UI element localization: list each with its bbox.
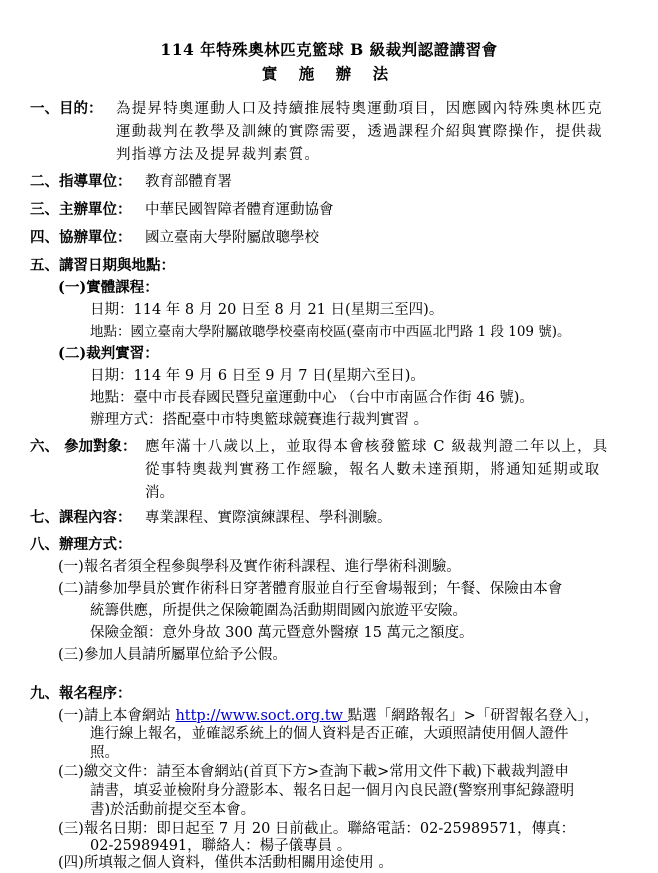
registration-item-1-prefix: (一)請上本會網站 xyxy=(58,708,176,724)
registration-item: 進行線上報名，並確認系統上的個人資料是否正確，大頭照請使用個人證件 xyxy=(90,726,569,742)
section-co-organizer-label: 四、協辦單位： xyxy=(30,229,132,246)
method-item: 保險金額：意外身故 300 萬元暨意外醫療 15 萬元之額度。 xyxy=(90,625,474,641)
section-purpose-line: 運動裁判在教學及訓練的實際需要，透過課程介紹與實際操作，提供裁 xyxy=(116,124,603,140)
document-title: 114 年特殊奧林匹克籃球 B 級裁判認證講習會 xyxy=(160,40,498,59)
registration-item: (三)報名日期：即日起至 7 月 20 日前截止。聯絡電話：02-25989571，傳真： xyxy=(58,821,576,837)
eligibility-line: 消。 xyxy=(145,485,174,501)
eligibility-line: 從事特奧裁判實務工作經驗，報名人數未達預期，將通知延期或取 xyxy=(145,462,601,478)
method-item: (三)參加人員請所屬單位給予公假。 xyxy=(58,647,287,663)
practice-method: 辦理方式：搭配臺中市特奧籃球競賽進行裁判實習 。 xyxy=(90,412,429,428)
website-link[interactable]: http://www.soct.org.tw xyxy=(175,708,348,724)
onsite-place: 地點：國立臺南大學附屬啟聰學校臺南校區(臺南市中西區北門路 1 段 109 號)。 xyxy=(90,324,571,340)
section-organizer-text: 中華民國智障者體育運動協會 xyxy=(145,202,334,218)
section-schedule-label: 五、講習日期與地點： xyxy=(30,257,175,274)
section-content-text: 專業課程、實際演練課程、學科測驗。 xyxy=(145,510,392,526)
registration-item: (二)繳交文件：請至本會網站(首頁下方>查詢下載>常用文件下載)下載裁判證申 xyxy=(58,764,569,780)
registration-item: (四)所填報之個人資料，僅供本活動相關用途使用 。 xyxy=(58,855,393,871)
registration-item-1 xyxy=(58,706,599,726)
registration-item: 照。 xyxy=(90,745,119,761)
schedule-sub-onsite: (一)實體課程： xyxy=(58,279,159,296)
section-registration-label: 九、報名程序： xyxy=(30,685,132,702)
method-item: 統籌供應，所提供之保險範圍為活動期間國內旅遊平安險。 xyxy=(90,603,467,619)
section-purpose-line: 判指導方法及提昇裁判素質。 xyxy=(116,147,321,163)
registration-item: 02-25989491，聯絡人：楊子儀專員 。 xyxy=(90,838,352,854)
section-supervisor-text: 教育部體育署 xyxy=(145,174,232,190)
onsite-date: 日期：114 年 8 月 20 日至 8 月 21 日(星期三至四)。 xyxy=(90,302,444,318)
practice-place: 地點：臺中市長春國民暨兒童運動中心 （台中市南區合作街 46 號)。 xyxy=(90,390,534,406)
section-purpose-line: 為提昇特奧運動人口及持續推展特奧運動項目，因應國內特殊奧林匹克 xyxy=(116,101,603,117)
section-purpose-label: 一、目的： xyxy=(30,100,103,117)
section-supervisor-label: 二、指導單位： xyxy=(30,173,132,190)
section-eligibility-label: 六、 參加對象： xyxy=(30,438,137,455)
method-item: (一)報名者須全程參與學科及實作術科課程、進行學術科測驗。 xyxy=(58,559,461,575)
document-subtitle: 實 施 辦 法 xyxy=(261,64,397,83)
practice-date: 日期：114 年 9 月 6 日至 9 月 7 日(星期六至日)。 xyxy=(90,368,425,384)
section-content-label: 七、課程內容： xyxy=(30,509,132,526)
schedule-sub-practice: (二)裁判實習： xyxy=(58,345,159,362)
section-co-organizer-text: 國立臺南大學附屬啟聰學校 xyxy=(145,230,319,246)
registration-item: 請書，填妥並檢附身分證影本、報名日起一個月內良民證(警察刑事紀錄證明 xyxy=(90,783,575,799)
registration-item-1-suffix: 點選「網路報名」>「研習報名登入」， xyxy=(347,708,600,724)
section-method-label: 八、辦理方式： xyxy=(30,536,132,553)
eligibility-line: 應年滿十八歲以上，並取得本會核發籃球 C 級裁判證二年以上，具 xyxy=(145,439,609,455)
registration-item: 書)於活動前提交至本會。 xyxy=(90,802,256,818)
method-item: (二)請參加學員於實作術科日穿著體育服並自行至會場報到；午餐、保險由本會 xyxy=(58,581,563,597)
section-organizer-label: 三、主辦單位： xyxy=(30,201,132,218)
